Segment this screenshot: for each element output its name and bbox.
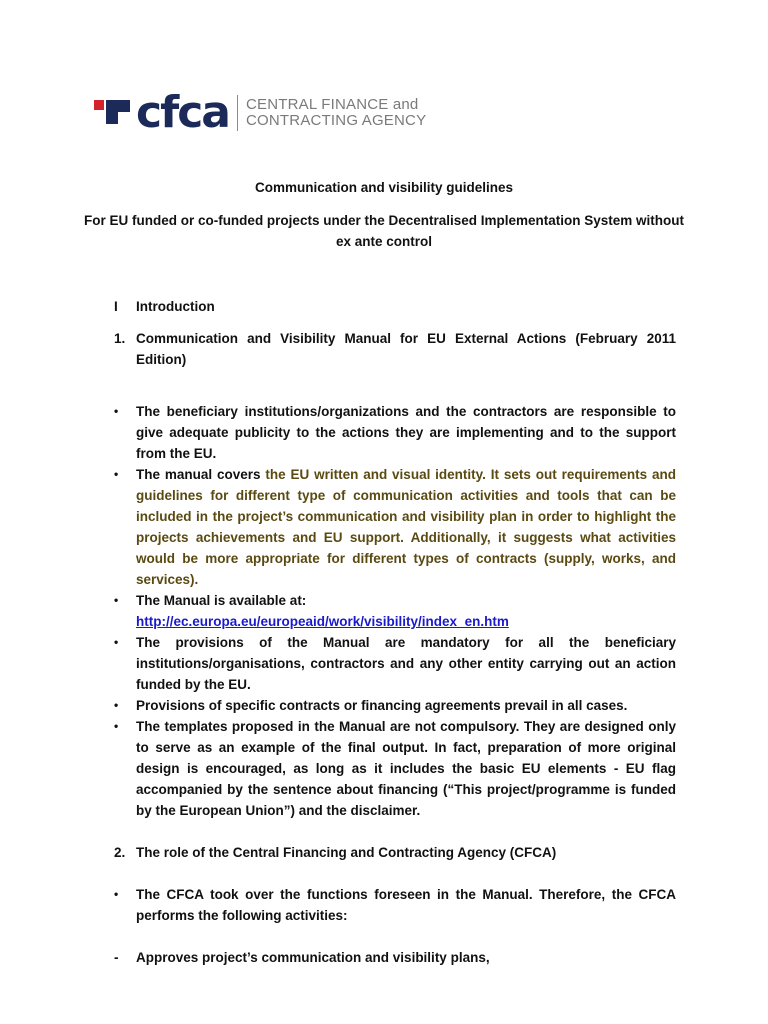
- list-item: [114, 716, 676, 821]
- agency-name: [246, 97, 426, 129]
- bullet-icon: •: [114, 719, 119, 733]
- logo-wordmark: cfca: [136, 87, 229, 138]
- numbered-heading-2: [114, 842, 676, 863]
- bullet-icon: •: [114, 887, 119, 901]
- bullet-text: The CFCA took over the functions foreseen in the Manual. Therefore, the CFCA performs the following activities:: [136, 887, 676, 923]
- dash-text: Approves project’s communication and visibility plans,: [136, 950, 490, 965]
- heading-label: Communication and Visibility Manual for EU External Actions (February 2011 Edition): [136, 331, 676, 367]
- bullet-text: [136, 590, 676, 632]
- list-item: [114, 464, 676, 590]
- manual-link[interactable]: http://ec.europa.eu/europeaid/work/visibility/index_en.htm: [136, 614, 509, 629]
- section-label: Introduction: [136, 299, 215, 314]
- bullet-text: The beneficiary institutions/organizations and the contractors are responsible to give adequate publicity to the actions they are implementing and to the support from the EU.: [136, 404, 676, 461]
- bullet-icon: •: [114, 593, 119, 607]
- list-item: [114, 632, 676, 695]
- bullet-text: Provisions of specific contracts or financing agreements prevail in all cases.: [136, 698, 628, 713]
- heading-label: The role of the Central Financing and Contracting Agency (CFCA): [136, 845, 557, 860]
- logo-divider: [237, 95, 238, 131]
- list-item: [114, 947, 676, 968]
- bullet-text-intro: The manual covers: [136, 467, 266, 482]
- document-subtitle: For EU funded or co-funded projects under the Decentralised Implementation System without ex ante control: [83, 213, 685, 249]
- list-item: [114, 401, 676, 464]
- bullet-text: [136, 464, 676, 590]
- document-body: [114, 296, 676, 968]
- bullet-icon: •: [114, 698, 119, 712]
- bullet-icon: •: [114, 467, 119, 481]
- section-number: I: [114, 299, 118, 314]
- heading-number: 2.: [114, 845, 126, 860]
- document-title: Communication and visibility guidelines: [254, 180, 514, 195]
- bullet-text: The provisions of the Manual are mandatory for all the beneficiary institutions/organisations, contractors and any other entity carrying out an action funded by the EU.: [136, 635, 676, 692]
- numbered-heading-1: [114, 328, 676, 370]
- list-item: [114, 695, 676, 716]
- agency-name-line2: CONTRACTING AGENCY: [246, 112, 427, 129]
- agency-name-line1: CENTRAL FINANCE and: [246, 96, 419, 113]
- bullet-icon: •: [114, 635, 119, 649]
- cfca-logo: [94, 87, 427, 138]
- bullet-text-intro: The Manual is available at:: [136, 593, 307, 608]
- heading-number: 1.: [114, 331, 126, 346]
- list-item: [114, 590, 676, 632]
- list-item: [114, 884, 676, 926]
- bullet-text-highlight: the EU written and visual identity. It sets out requirements and guidelines for different type of communication activities and tools that can be included in the project’s communication and visibility plan in order to highlight the projects achievements and EU support. Additionally, it suggests what activities would be more appropriate for different types of contracts (supply, works, and services).: [136, 467, 676, 587]
- bullet-text: The templates proposed in the Manual are not compulsory. They are designed only to serve as an example of the final output. In fact, preparation of more original design is encouraged, as long as it includes the basic EU elements - EU flag accompanied by the sentence about financing (“This project/programme is funded by the European Union”) and the disclaimer.: [136, 719, 676, 818]
- bullet-icon: •: [114, 404, 119, 418]
- section-heading-introduction: [114, 296, 676, 317]
- cfca-logo-mark-icon: [94, 94, 132, 132]
- dash-marker: -: [114, 950, 119, 965]
